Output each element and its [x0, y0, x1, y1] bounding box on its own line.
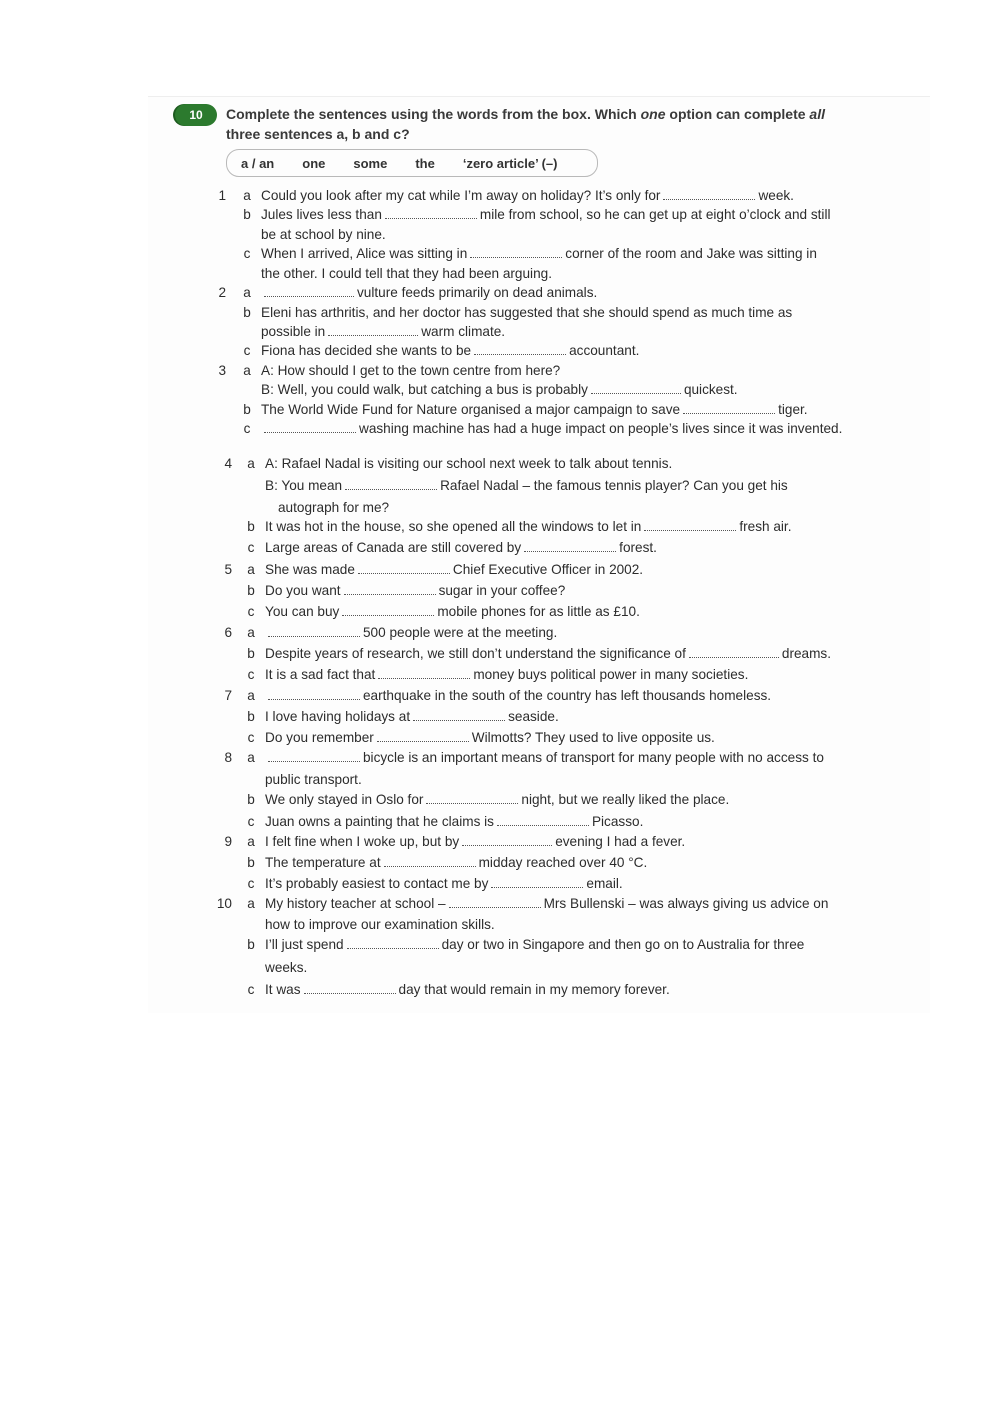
sentence-fragment: washing machine has had a huge impact on people’s lives since it was invented.	[359, 421, 843, 436]
sentence-fragment: It’s probably easiest to contact me by	[265, 876, 489, 891]
answer-blank[interactable]	[378, 666, 470, 679]
sentence-text	[261, 303, 792, 322]
sentence-fragment: I love having holidays at	[265, 709, 411, 724]
sentence-fragment: I’ll just spend	[265, 937, 344, 952]
item-letter: c	[247, 814, 255, 829]
sentence-fragment: A: Rafael Nadal is visiting our school next week to talk about tennis.	[265, 456, 673, 471]
item-number: 5	[224, 562, 232, 577]
sentence-text	[261, 264, 552, 283]
item-number: 7	[224, 688, 232, 703]
answer-blank[interactable]	[591, 381, 681, 394]
sentence-fragment: Rafael Nadal – the famous tennis player? Can you get his	[440, 478, 788, 493]
sentence-fragment: The temperature at	[265, 855, 381, 870]
sentence-fragment: Wilmotts? They used to live opposite us.	[471, 730, 715, 745]
answer-blank[interactable]	[449, 895, 541, 908]
sentence-fragment: Do you want	[265, 583, 341, 598]
answer-blank[interactable]	[345, 477, 437, 490]
sentence-text	[265, 581, 565, 600]
exercise-number-badge: 10	[175, 104, 217, 126]
sentence-fragment: money buys political power in many societies.	[473, 667, 749, 682]
sentence-fragment: We only stayed in Oslo for	[265, 792, 424, 807]
sentence-text	[265, 894, 828, 913]
sentence-fragment: Despite years of research, we still don’t understand the significance of	[265, 646, 686, 661]
sentence-fragment: earthquake in the south of the country has left thousands homeless.	[363, 688, 772, 703]
sentence-fragment: She was made	[265, 562, 355, 577]
sentence-fragment: be at school by nine.	[261, 227, 386, 242]
sentence-fragment: midday reached over 40 °C.	[478, 855, 648, 870]
sentence-fragment: B: You mean	[265, 478, 343, 493]
sentence-text	[265, 454, 672, 473]
item-number: 1	[218, 188, 226, 203]
sentence-fragment: warm climate.	[421, 324, 506, 339]
instruction-text-1: Complete the sentences using the words from the box. Which	[226, 106, 641, 122]
answer-blank[interactable]	[385, 206, 477, 219]
sentence-fragment: Could you look after my cat while I’m away on holiday? It’s only for	[261, 188, 661, 203]
sentence-fragment: weeks.	[265, 960, 308, 975]
item-letter: c	[247, 667, 255, 682]
item-number: 4	[224, 456, 232, 471]
item-letter: b	[243, 207, 251, 222]
answer-blank[interactable]	[644, 518, 736, 531]
item-letter: b	[247, 937, 255, 952]
sentence-text	[265, 538, 657, 557]
sentence-fragment: Chief Executive Officer in 2002.	[452, 562, 644, 577]
item-letter: b	[247, 792, 255, 807]
sentence-text	[265, 665, 748, 684]
answer-blank[interactable]	[689, 645, 779, 658]
item-letter: c	[243, 343, 251, 358]
sentence-text	[265, 602, 640, 621]
item-letter: a	[243, 363, 251, 378]
sentence-text	[261, 341, 639, 360]
word-box-item: the	[415, 155, 435, 171]
sentence-fragment: week.	[758, 188, 794, 203]
answer-blank[interactable]	[413, 708, 505, 721]
answer-blank[interactable]	[377, 729, 469, 742]
item-letter: a	[247, 896, 255, 911]
instruction-emphasis-one: one	[640, 106, 666, 122]
sentence-fragment: It was	[265, 982, 301, 997]
sentence-fragment: possible in	[261, 324, 326, 339]
sentence-fragment: The World Wide Fund for Nature organised a major campaign to save	[261, 402, 681, 417]
sentence-fragment: quickest.	[683, 382, 738, 397]
item-number: 10	[216, 896, 232, 911]
word-box-item: one	[302, 155, 326, 171]
item-letter: b	[247, 855, 255, 870]
sentence-text	[265, 644, 831, 663]
sentence-fragment: vulture feeds primarily on dead animals.	[357, 285, 598, 300]
sentence-fragment: Fiona has decided she wants to be	[261, 343, 472, 358]
sentence-text	[261, 205, 831, 224]
sentence-text	[265, 853, 647, 872]
sentence-fragment: autograph for me?	[278, 500, 390, 515]
item-letter: a	[247, 688, 255, 703]
answer-blank[interactable]	[344, 582, 436, 595]
item-letter: c	[247, 876, 255, 891]
sentence-text	[261, 400, 808, 419]
item-letter: a	[247, 750, 255, 765]
sentence-fragment: public transport.	[265, 772, 362, 787]
item-letter: b	[247, 709, 255, 724]
answer-blank[interactable]	[497, 813, 589, 826]
sentence-fragment: bicycle is an important means of transport for many people with no access to	[363, 750, 824, 765]
sentence-text	[261, 186, 794, 205]
sentence-fragment: My history teacher at school –	[265, 896, 446, 911]
sentence-fragment: Do you remember	[265, 730, 374, 745]
item-number: 8	[224, 750, 232, 765]
item-letter: a	[247, 625, 255, 640]
sentence-fragment: 500 people were at the meeting.	[363, 625, 558, 640]
sentence-fragment: It was hot in the house, so she opened all the windows to let in	[265, 519, 642, 534]
sentence-fragment: Jules lives less than	[261, 207, 382, 222]
item-letter: b	[247, 646, 255, 661]
answer-blank[interactable]	[474, 342, 566, 355]
word-box-item: ‘zero article’ (–)	[462, 155, 558, 171]
sentence-text	[265, 790, 729, 809]
sentence-fragment: mobile phones for as little as £10.	[437, 604, 640, 619]
word-box-item: a / an	[241, 155, 275, 171]
sentence-fragment: Mrs Bullenski – was always giving us advice on	[543, 896, 829, 911]
sentence-text	[261, 283, 597, 302]
sentence-text	[265, 980, 670, 999]
sentence-fragment: A: How should I get to the town centre from here?	[261, 363, 561, 378]
item-letter: c	[247, 730, 255, 745]
item-letter: a	[243, 285, 251, 300]
sentence-fragment: You can buy	[265, 604, 340, 619]
sentence-fragment: Juan owns a painting that he claims is	[265, 814, 494, 829]
sentence-text	[261, 225, 386, 244]
answer-blank[interactable]	[304, 981, 396, 994]
sentence-fragment: Large areas of Canada are still covered by	[265, 540, 522, 555]
item-letter: a	[247, 562, 255, 577]
item-letter: a	[247, 456, 255, 471]
instruction-text-2: option can complete	[665, 106, 810, 122]
item-letter: a	[247, 834, 255, 849]
sentence-text	[265, 686, 771, 705]
sentence-fragment: day that would remain in my memory forever.	[398, 982, 670, 997]
sentence-text	[278, 498, 389, 517]
sentence-fragment: email.	[586, 876, 623, 891]
sentence-fragment: accountant.	[569, 343, 640, 358]
sentence-fragment: the other. I could tell that they had been arguing.	[261, 266, 552, 281]
sentence-text	[265, 707, 559, 726]
item-number: 6	[224, 625, 232, 640]
sentence-text	[265, 958, 307, 977]
item-letter: c	[247, 982, 255, 997]
answer-blank[interactable]	[524, 539, 616, 552]
answer-blank[interactable]	[268, 624, 360, 637]
sentence-fragment: I felt fine when I woke up, but by	[265, 834, 460, 849]
answer-blank[interactable]	[683, 401, 775, 414]
answer-blank[interactable]	[384, 854, 476, 867]
sentence-fragment: Picasso.	[591, 814, 644, 829]
answer-blank[interactable]	[426, 791, 518, 804]
sentence-text	[261, 380, 738, 399]
answer-blank[interactable]	[328, 323, 418, 336]
item-number: 2	[218, 285, 226, 300]
item-letter: b	[243, 305, 251, 320]
answer-blank[interactable]	[268, 749, 360, 762]
answer-blank[interactable]	[470, 245, 562, 258]
sentence-fragment: fresh air.	[739, 519, 792, 534]
sentence-text	[265, 874, 623, 893]
sentence-fragment: dreams.	[781, 646, 831, 661]
item-letter: c	[247, 604, 255, 619]
sentence-fragment: mile from school, so he can get up at eight o’clock and still	[479, 207, 831, 222]
answer-blank[interactable]	[264, 284, 354, 297]
sentence-fragment: how to improve our examination skills.	[265, 917, 495, 932]
sentence-fragment: sugar in your coffee?	[438, 583, 566, 598]
item-letter: c	[243, 421, 251, 436]
sentence-text	[265, 832, 685, 851]
word-box-item: some	[353, 155, 388, 171]
instruction-text-3: three sentences a, b and c?	[226, 126, 410, 142]
sentence-fragment: seaside.	[508, 709, 559, 724]
sentence-text	[265, 517, 791, 536]
sentence-fragment: tiger.	[778, 402, 808, 417]
sentence-text	[261, 419, 842, 438]
sentence-fragment: evening I had a fever.	[555, 834, 686, 849]
sentence-text	[265, 560, 643, 579]
item-number: 3	[218, 363, 226, 378]
word-box	[226, 149, 598, 177]
item-letter: c	[247, 540, 255, 555]
answer-blank[interactable]	[342, 603, 434, 616]
answer-blank[interactable]	[663, 187, 755, 200]
sentence-text	[261, 361, 560, 380]
instruction-emphasis-all: all	[809, 106, 825, 122]
item-letter: b	[247, 583, 255, 598]
answer-blank[interactable]	[491, 875, 583, 888]
item-number: 9	[224, 834, 232, 849]
sentence-text	[265, 812, 643, 831]
answer-blank[interactable]	[347, 936, 439, 949]
sentence-fragment: B: Well, you could walk, but catching a bus is probably	[261, 382, 588, 397]
sentence-fragment: day or two in Singapore and then go on to Australia for three	[441, 937, 805, 952]
sentence-text	[265, 770, 362, 789]
sentence-fragment: night, but we really liked the place.	[521, 792, 730, 807]
sentence-text	[265, 728, 715, 747]
sentence-text	[261, 244, 817, 263]
sentence-fragment: corner of the room and Jake was sitting in	[565, 246, 817, 261]
sentence-text	[265, 935, 804, 954]
answer-blank[interactable]	[264, 420, 356, 433]
sentence-text	[265, 915, 495, 934]
sentence-fragment: forest.	[619, 540, 657, 555]
sentence-text	[261, 322, 505, 341]
sentence-fragment: Eleni has arthritis, and her doctor has suggested that she should spend as much time as	[261, 305, 793, 320]
exercise-instruction	[226, 104, 886, 144]
answer-blank[interactable]	[462, 833, 552, 846]
answer-blank[interactable]	[268, 687, 360, 700]
sentence-fragment: When I arrived, Alice was sitting in	[261, 246, 468, 261]
sentence-text	[265, 623, 557, 642]
item-letter: c	[243, 246, 251, 261]
item-letter: b	[247, 519, 255, 534]
item-letter: a	[243, 188, 251, 203]
sentence-fragment: It is a sad fact that	[265, 667, 376, 682]
sentence-text	[265, 476, 788, 495]
sentence-text	[265, 748, 824, 767]
item-letter: b	[243, 402, 251, 417]
answer-blank[interactable]	[358, 561, 450, 574]
